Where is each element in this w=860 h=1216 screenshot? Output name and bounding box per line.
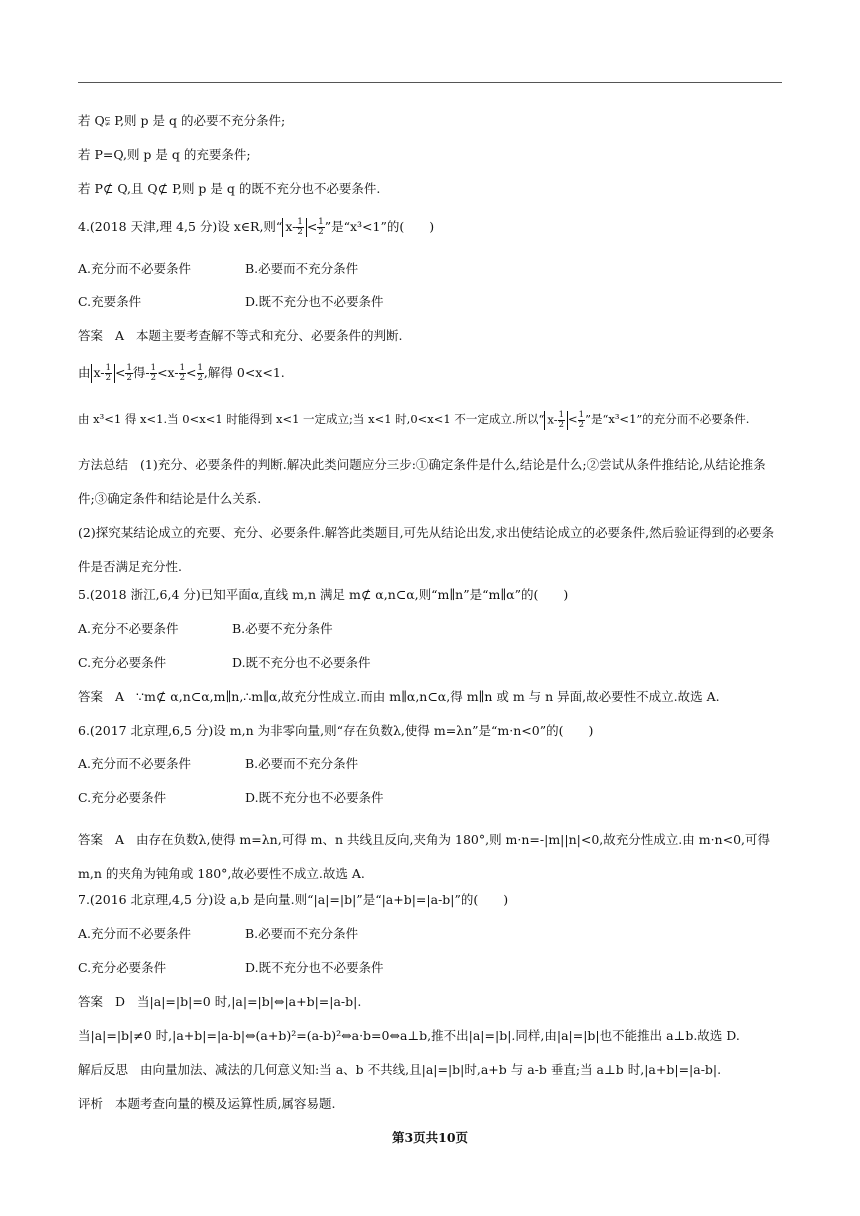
- answer-line: 答案 A ∵m⊄ α,n⊂α,m∥n,∴m∥α,故充分性成立.而由 m∥α,n⊂α,得 m∥n 或 m 与 n 异面,故必要性不成立.故选 A.: [78, 689, 720, 704]
- option-b: B.必要而不充分条件: [245, 926, 359, 941]
- option-a: A.充分不必要条件: [78, 621, 179, 636]
- option-c: C.充要条件: [78, 294, 142, 309]
- method-summary: 方法总结 (1)充分、必要条件的判断.解决此类问题应分三步:①确定条件是什么,结论是什么;②尝试从条件推结论,从结论推条件;③确定条件和结论是什么关系.: [78, 457, 766, 506]
- answer-line: 答案 A 由存在负数λ,使得 m=λn,可得 m、n 共线且反向,夹角为 180°,则 m·n=-|m||n|<0,故充分性成立.由 m·n<0,可得 m,n 的夹角为钝角或 180°,故必要性不成立.故选 A.: [78, 832, 770, 881]
- option-c: C.充分必要条件: [78, 790, 167, 805]
- header-rule: [78, 82, 782, 83]
- answer-line: 答案 A 本题主要考查解不等式和充分、必要条件的判断.: [78, 328, 403, 343]
- abs-expression: x- $\frac{1}{2}$: [282, 218, 306, 237]
- comment-line: 评析 本题考查向量的模及运算性质,属容易题.: [78, 1096, 336, 1111]
- option-a: A.充分而不必要条件: [78, 756, 192, 771]
- reflection-line: 解后反思 由向量加法、减法的几何意义知:当 a、b 不共线,且|a|=|b|时,a+b 与 a-b 垂直;当 a⊥b 时,|a+b|=|a-b|.: [78, 1062, 722, 1077]
- option-b: B.必要而不充分条件: [245, 261, 359, 276]
- text-line: 若 P⊄ Q,且 Q⊄ P,则 p 是 q 的既不充分也不必要条件.: [78, 181, 381, 196]
- solution-line: 由 x³<1 得 x<1.当 0<x<1 时能得到 x<1 一定成立;当 x<1 时,0<x<1 不一定成立.所以“ x- $\frac{1}{2}$ < $\frac{1}{2}$ ”是“x³<1”的充分而不必要条件.: [78, 409, 750, 430]
- option-b: B.必要而不充分条件: [245, 756, 359, 771]
- page-footer: 第3页共10页: [391, 1130, 469, 1145]
- option-a: A.充分而不必要条件: [78, 926, 192, 941]
- option-b: B.必要不充分条件: [232, 621, 333, 636]
- option-c: C.充分必要条件: [78, 655, 167, 670]
- option-d: D.既不充分也不必要条件: [232, 655, 371, 670]
- text-line: 若 Q⫋ P,则 p 是 q 的必要不充分条件;: [78, 113, 286, 128]
- question-4-stem: 4.(2018 天津,理 4,5 分)设 x∈R,则“ x- $\frac{1}{2}$ < $\frac{1}{2}$ ”是“x³<1”的( ): [78, 217, 435, 237]
- text-line: 若 P=Q,则 p 是 q 的充要条件;: [78, 147, 251, 162]
- option-d: D.既不充分也不必要条件: [245, 294, 384, 309]
- option-d: D.既不充分也不必要条件: [245, 790, 384, 805]
- solution-line: 由 x- $\frac{1}{2}$ < $\frac{1}{2}$ 得- $\frac{1}{2}$ <x- $\frac{1}{2}$ < $\frac{1}{2}$ ,解得 0<x<1.: [78, 363, 285, 383]
- option-c: C.充分必要条件: [78, 960, 167, 975]
- question-7-stem: 7.(2016 北京理,4,5 分)设 a,b 是向量.则“|a|=|b|”是“|a+b|=|a-b|”的( ): [78, 892, 509, 907]
- question-5-stem: 5.(2018 浙江,6,4 分)已知平面α,直线 m,n 满足 m⊄ α,n⊂α,则“m∥n”是“m∥α”的( ): [78, 587, 569, 602]
- method-summary-2: (2)探究某结论成立的充要、充分、必要条件.解答此类题目,可先从结论出发,求出使结论成立的必要条件,然后验证得到的必要条件是否满足充分性.: [78, 525, 775, 574]
- option-a: A.充分而不必要条件: [78, 261, 192, 276]
- question-6-stem: 6.(2017 北京理,6,5 分)设 m,n 为非零向量,则“存在负数λ,使得 m=λn”是“m·n<0”的( ): [78, 723, 594, 738]
- answer-line: 答案 D 当|a|=|b|=0 时,|a|=|b|⇔|a+b|=|a-b|.: [78, 994, 362, 1009]
- solution-line: 当|a|=|b|≠0 时,|a+b|=|a-b|⇔(a+b)²=(a-b)²⇔a·b=0⇔a⊥b,推不出|a|=|b|.同样,由|a|=|b|也不能推出 a⊥b.故选 D.: [78, 1028, 740, 1043]
- option-d: D.既不充分也不必要条件: [245, 960, 384, 975]
